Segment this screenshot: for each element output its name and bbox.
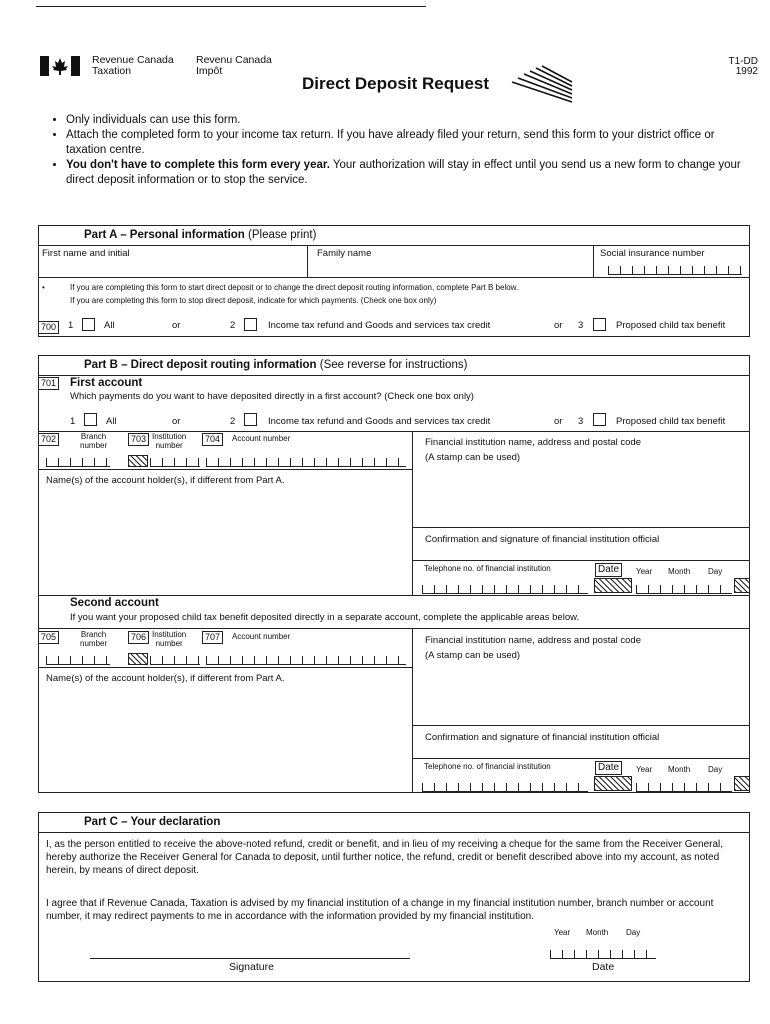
deposit-income-tax-checkbox[interactable] (244, 413, 257, 426)
account-number-label: Account number (232, 632, 291, 641)
second-account-question: If you want your proposed child tax benefit deposited directly in a separate account, complete the applicable areas below. (70, 612, 580, 623)
confirmation-label: Confirmation and signature of financial institution official (425, 732, 660, 743)
hatched-cell (734, 776, 750, 791)
fi-name-label: Financial institution name, address and postal code (425, 437, 641, 448)
agency-fr: Revenu Canada Impôt (196, 54, 272, 77)
confirmation-label: Confirmation and signature of financial institution official (425, 534, 660, 545)
code-707: 707 (202, 631, 223, 644)
first-name-label: First name and initial (42, 248, 130, 259)
first-account-question: Which payments do you want to have deposited directly in a first account? (Check one box only) (70, 391, 474, 402)
sin-label: Social insurance number (600, 248, 705, 259)
code-702: 702 (38, 433, 59, 446)
date-input-2[interactable] (636, 783, 732, 792)
account-holders-label: Name(s) of the account holder(s), if different from Part A. (46, 673, 285, 684)
account-number-label: Account number (232, 434, 291, 443)
code-706: 706 (128, 631, 149, 644)
stop-all-checkbox[interactable] (82, 318, 95, 331)
second-account-heading: Second account (70, 597, 159, 609)
code-703: 703 (128, 433, 149, 446)
first-account-heading: First account (70, 377, 143, 389)
stop-income-tax-checkbox[interactable] (244, 318, 257, 331)
fi-name-label: Financial institution name, address and postal code (425, 635, 641, 646)
intro-bullet: • Only individuals can use this form. (66, 113, 746, 128)
declaration-paragraph-1: I, as the person entitled to receive the above-noted refund, credit or benefit, and in lieu of my receiving a cheque for the same from the Receiver General, hereby authorize the Receiver General for Canada to deposit, until further notice, the refund, credit or benefit described above into my account, as noted herein, by means of direct deposit. (46, 839, 724, 876)
declaration-date-label: Date (592, 961, 615, 973)
branch-number-input-2[interactable] (46, 656, 110, 665)
branch-label: Branch number (80, 432, 108, 450)
intro-list (50, 113, 746, 188)
account-number-input-2[interactable] (206, 656, 406, 665)
branch-label: Branch number (80, 630, 108, 648)
part-a-instruction-1: If you are completing this form to start direct deposit or to change the direct deposit routing information, complete Part B below. (70, 283, 519, 292)
top-rule (36, 6, 426, 7)
intro-bullet: • You don't have to complete this form every year. Your authorization will stay in effect until you send us a new form to change your direct deposit information or to stop the service. (66, 158, 746, 188)
telephone-label: Telephone no. of financial institution (424, 564, 551, 573)
institution-label: Institution number (152, 432, 187, 450)
stripes-logo-icon (510, 64, 574, 104)
canada-flag-icon (40, 56, 80, 76)
institution-number-input-2[interactable] (150, 656, 200, 665)
account-number-input-1[interactable] (206, 458, 406, 467)
account-holders-label: Name(s) of the account holder(s), if different from Part A. (46, 475, 285, 486)
stop-child-benefit-checkbox[interactable] (593, 318, 606, 331)
sin-input[interactable] (608, 266, 742, 275)
stamp-note: (A stamp can be used) (425, 452, 521, 463)
declaration-date-input[interactable] (550, 950, 656, 959)
part-c-heading: Part C – Your declaration (84, 816, 221, 828)
signature-label: Signature (229, 961, 274, 973)
date-input-1[interactable] (636, 585, 732, 594)
telephone-label: Telephone no. of financial institution (424, 762, 551, 771)
hatched-cell (734, 578, 750, 593)
agency-en: Revenue Canada Taxation (92, 54, 174, 77)
institution-number-input-1[interactable] (150, 458, 200, 467)
date-label: Date (595, 761, 622, 775)
signature-line[interactable] (90, 958, 410, 959)
part-a-heading: Part A – Personal information (Please print) (84, 229, 317, 241)
hatched-cell (128, 653, 148, 665)
declaration-paragraph-2: I agree that if Revenue Canada, Taxation is advised by my financial institution of a change in my financial institution number, branch number or account number, it may redirect payments to me in accordance with the information provided by my financial institution. (46, 898, 714, 922)
hatched-cell (594, 578, 632, 593)
form-title: Direct Deposit Request (302, 74, 490, 93)
hatched-cell (594, 776, 632, 791)
part-a-instruction-2: If you are completing this form to stop direct deposit, indicate for which payments. (Check one box only) (70, 296, 437, 305)
stamp-note: (A stamp can be used) (425, 650, 521, 661)
telephone-input-2[interactable] (422, 783, 588, 792)
code-705: 705 (38, 631, 59, 644)
code-700: 700 (38, 321, 59, 334)
family-name-label: Family name (317, 248, 372, 259)
telephone-input-1[interactable] (422, 585, 588, 594)
date-label: Date (595, 563, 622, 577)
intro-bullet: • Attach the completed form to your income tax return. If you have already filed your return, send this form to your district office or taxation centre. (66, 128, 746, 158)
institution-label: Institution number (152, 630, 187, 648)
form-number: T1-DD 1992 (728, 56, 758, 77)
deposit-all-checkbox[interactable] (84, 413, 97, 426)
code-704: 704 (202, 433, 223, 446)
hatched-cell (128, 455, 148, 467)
deposit-child-benefit-checkbox[interactable] (593, 413, 606, 426)
part-b-heading: Part B – Direct deposit routing information (See reverse for instructions) (84, 359, 468, 371)
branch-number-input-1[interactable] (46, 458, 110, 467)
code-701: 701 (38, 377, 59, 390)
